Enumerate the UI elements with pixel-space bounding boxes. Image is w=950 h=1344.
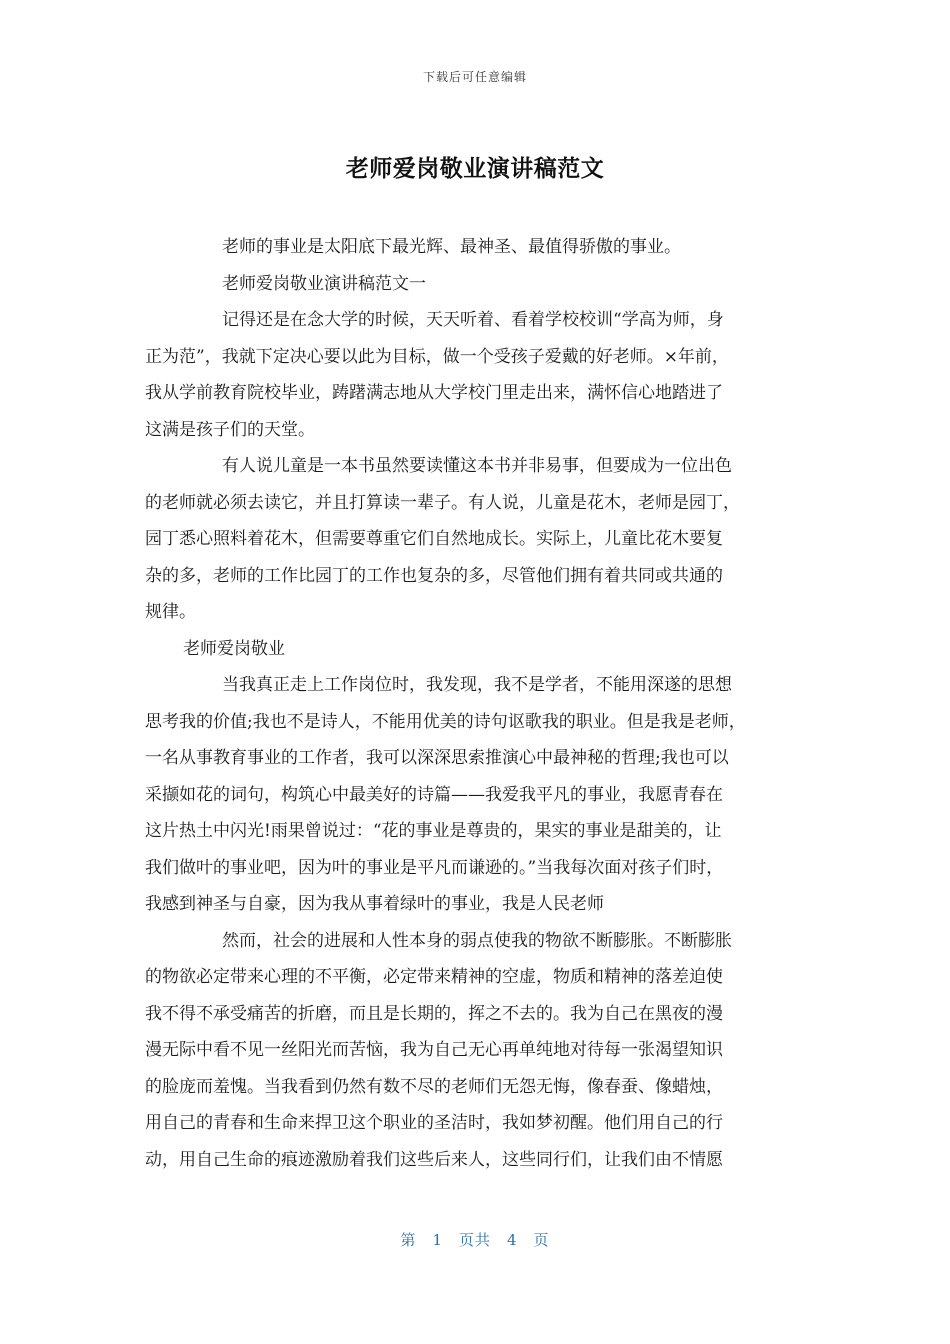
header-note: 下载后可任意编辑 — [422, 70, 527, 84]
paragraph-line: 我们做叶的事业吧，因为叶的事业是平凡而谦逊的。”当我每次面对孩子们时， — [145, 857, 724, 878]
paragraph-line: 这满是孩子们的天堂。 — [145, 419, 315, 440]
paragraph-line: 老师爱岗敬业演讲稿范文一 — [222, 273, 426, 294]
paragraph-line: 我不得不承受痛苦的折磨，而且是长期的，挥之不去的。我为自己在黑夜的漫 — [145, 1003, 723, 1024]
footer-page-number: 1 — [432, 1231, 443, 1249]
paragraph-line: 记得还是在念大学的时候，天天听着、看着学校校训“学高为师，身 — [222, 310, 724, 330]
paragraph-line: 规律。 — [145, 602, 196, 622]
paragraph-line: 有人说儿童是一本书虽然要读懂这本书并非易事，但要成为一位出色 — [222, 456, 732, 476]
footer-prefix: 第 — [400, 1231, 417, 1249]
paragraph-line: 正为范”，我就下定决心要以此为目标，做一个受孩子爱戴的好老师。×年前， — [145, 346, 729, 367]
paragraph-line: 我感到神圣与自豪，因为我从事着绿叶的事业，我是人民老师 — [145, 894, 604, 914]
footer-total-pages: 4 — [507, 1231, 518, 1249]
paragraph-line: 的老师就必须去读它，并且打算读一辈子。有人说，儿童是花木，老师是园丁， — [145, 492, 740, 513]
paragraph-line: 我从学前教育院校毕业，踌躇满志地从大学校门里走出来，满怀信心地踏进了 — [145, 383, 723, 403]
paragraph-line: 的脸庞而羞愧。当我看到仍然有数不尽的老师们无怨无悔，像春蚕、像蜡烛， — [145, 1076, 723, 1097]
footer-suffix: 页 — [533, 1231, 550, 1249]
paragraph-line: 动，用自己生命的痕迹激励着我们这些后来人，这些同行们，让我们由不情愿 — [145, 1149, 723, 1170]
paragraph-line: 然而，社会的进展和人性本身的弱点使我的物欲不断膨胀。不断膨胀 — [222, 930, 732, 951]
paragraph-line: 杂的多，老师的工作比园丁的工作也复杂的多，尽管他们拥有着共同或共通的 — [145, 565, 723, 586]
paragraph-line: 用自己的青春和生命来捍卫这个职业的圣洁时，我如梦初醒。他们用自己的行 — [145, 1113, 723, 1133]
paragraph-line: 一名从事教育事业的工作者，我可以深深思索推演心中最神秘的哲理;我也可以 — [145, 748, 729, 768]
paragraph-line: 这片热土中闪光!雨果曾说过：“花的事业是尊贵的，果实的事业是甜美的，让 — [145, 821, 722, 841]
document-title: 老师爱岗敬业演讲稿范文 — [345, 156, 605, 182]
paragraph-line: 漫无际中看不见一丝阳光而苦恼，我为自己无心再单纯地对待每一张渴望知识 — [145, 1040, 723, 1060]
paragraph-line: 采撷如花的词句，构筑心中最美好的诗篇——我爱我平凡的事业，我愿青春在 — [145, 784, 723, 805]
document-body — [145, 229, 810, 1178]
paragraph-line: 思考我的价值;我也不是诗人，不能用优美的诗句讴歌我的职业。但是我是老师， — [145, 711, 746, 732]
section-heading: 老师爱岗敬业 — [183, 638, 285, 659]
paragraph-line: 当我真正走上工作岗位时，我发现，我不是学者，不能用深遂的思想 — [222, 675, 732, 695]
page-footer — [0, 1229, 950, 1250]
paragraph-line: 园丁悉心照料着花木，但需要尊重它们自然地成长。实际上，儿童比花木要复 — [145, 529, 723, 549]
footer-middle: 页共 — [458, 1231, 491, 1249]
paragraph-line: 老师的事业是太阳底下最光辉、最神圣、最值得骄傲的事业。 — [222, 237, 681, 257]
paragraph-line: 的物欲必定带来心理的不平衡，必定带来精神的空虚，物质和精神的落差迫使 — [145, 967, 723, 987]
